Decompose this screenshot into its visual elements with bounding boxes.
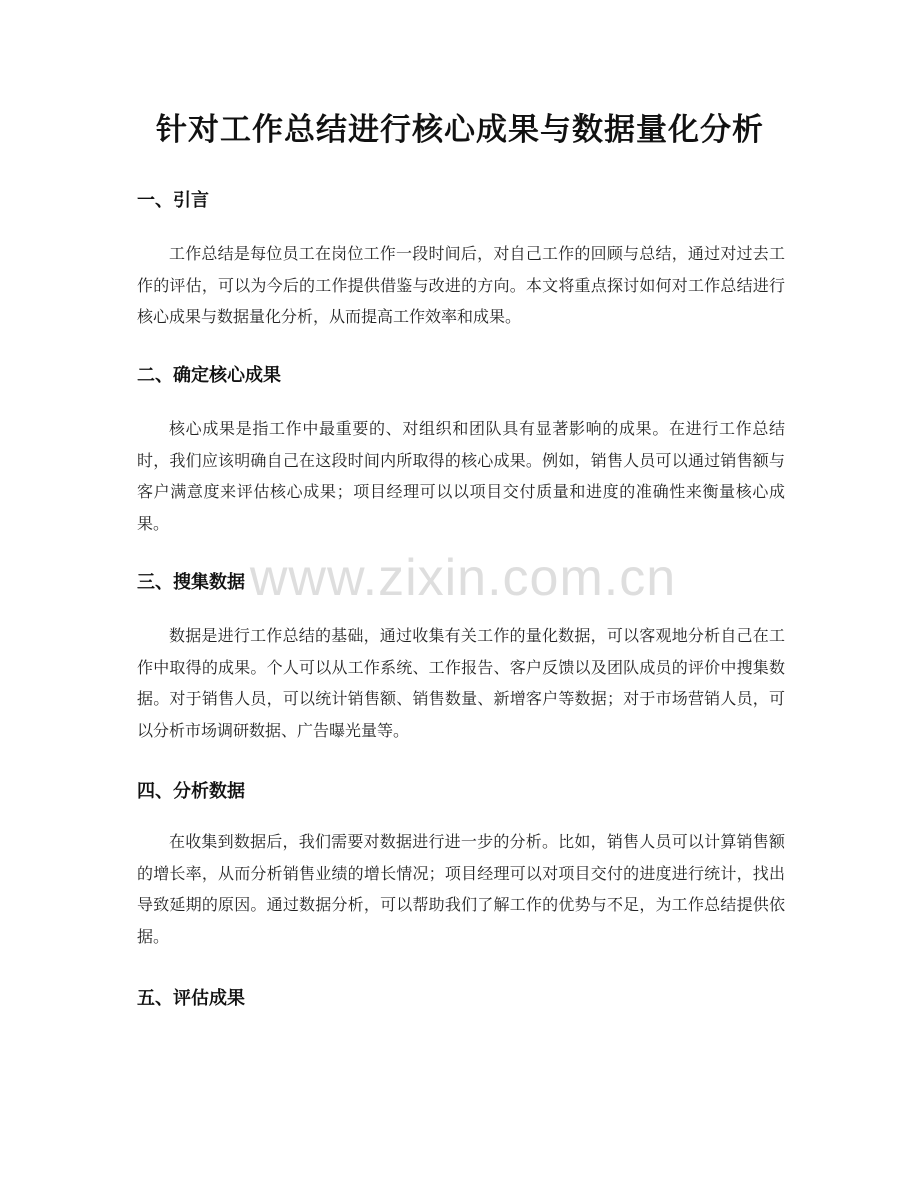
- section-heading-core-results: 二、确定核心成果: [137, 365, 281, 386]
- section-heading-evaluate-results: 五、评估成果: [137, 988, 245, 1009]
- section-heading-collect-data: 三、搜集数据: [137, 572, 245, 593]
- section-paragraph-introduction: 工作总结是每位员工在岗位工作一段时间后，对自己工作的回顾与总结，通过对过去工作的评估，可以为今后的工作提供借鉴与改进的方向。本文将重点探讨如何对工作总结进行核心成果与数据量化分析，从而提高工作效率和成果。: [137, 244, 785, 326]
- section-heading-analyze-data: 四、分析数据: [137, 781, 245, 802]
- section-paragraph-core-results: 核心成果是指工作中最重要的、对组织和团队具有显著影响的成果。在进行工作总结时，我们应该明确自己在这段时间内所取得的核心成果。例如，销售人员可以通过销售额与客户满意度来评估核心成果；项目经理可以以项目交付质量和进度的准确性来衡量核心成果。: [137, 419, 785, 533]
- section-paragraph-analyze-data: 在收集到数据后，我们需要对数据进行进一步的分析。比如，销售人员可以计算销售额的增长率，从而分析销售业绩的增长情况；项目经理可以对项目交付的进度进行统计，找出导致延期的原因。通过数据分析，可以帮助我们了解工作的优势与不足，为工作总结提供依据。: [137, 832, 785, 946]
- document-title: 针对工作总结进行核心成果与数据量化分析: [156, 112, 764, 148]
- section-paragraph-collect-data: 数据是进行工作总结的基础，通过收集有关工作的量化数据，可以客观地分析自己在工作中取得的成果。个人可以从工作系统、工作报告、客户反馈以及团队成员的评价中搜集数据。对于销售人员，可以统计销售额、销售数量、新增客户等数据；对于市场营销人员，可以分析市场调研数据、广告曝光量等。: [137, 626, 785, 740]
- watermark: www.zixin.com.cn: [249, 549, 677, 607]
- section-heading-introduction: 一、引言: [137, 190, 209, 211]
